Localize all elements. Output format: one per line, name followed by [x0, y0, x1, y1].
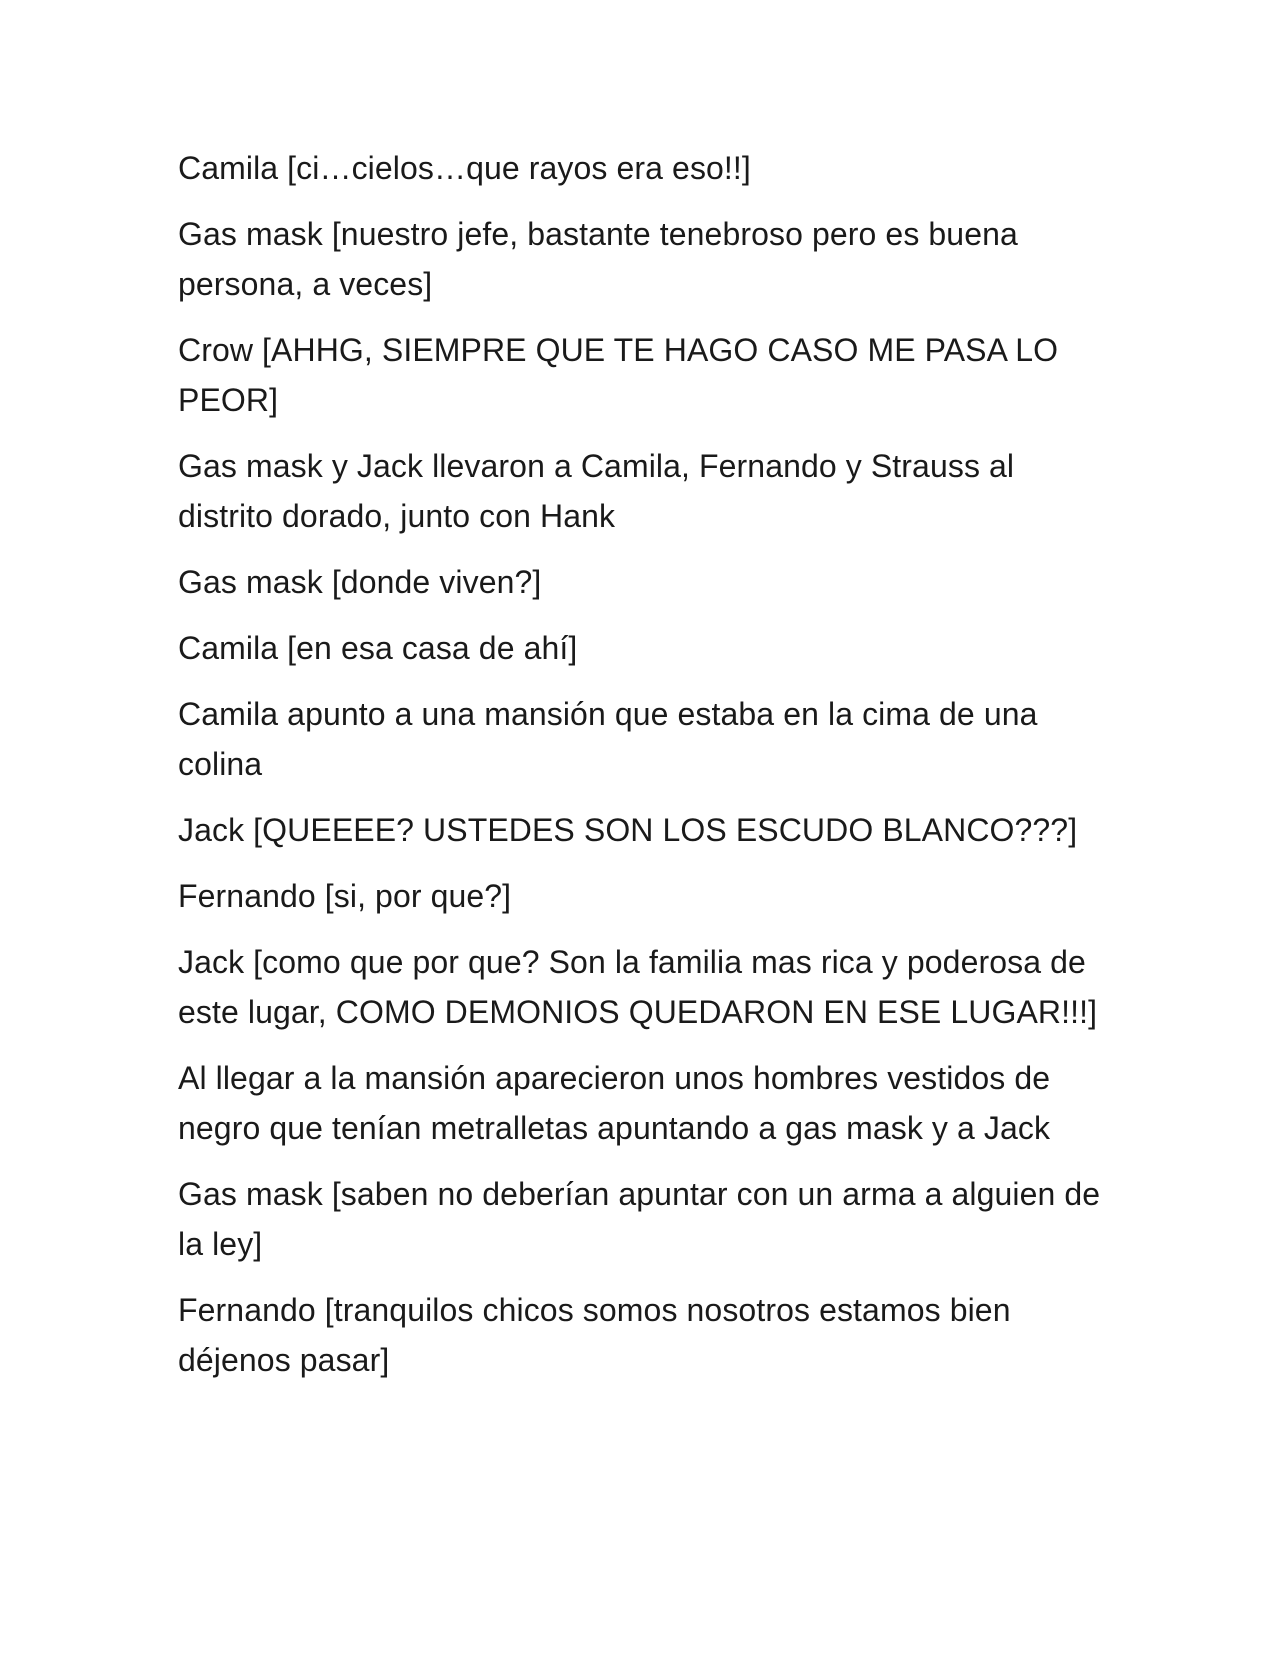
paragraph: Gas mask [nuestro jefe, bastante tenebroso pero es buena persona, a veces] [178, 216, 1018, 302]
paragraph: Gas mask [donde viven?] [178, 564, 542, 600]
paragraph: Fernando [si, por que?] [178, 878, 512, 914]
paragraph: Camila apunto a una mansión que estaba en la cima de una colina [178, 696, 1038, 782]
paragraph: Camila [en esa casa de ahí] [178, 630, 578, 666]
paragraph: Fernando [tranquilos chicos somos nosotros estamos bien déjenos pasar] [178, 1292, 1011, 1378]
paragraph: Camila [ci…cielos…que rayos era eso!!] [178, 150, 751, 186]
paragraph: Jack [como que por que? Son la familia mas rica y poderosa de este lugar, COMO DEMONIOS QUEDARON EN ESE LUGAR!!!] [178, 944, 1098, 1030]
document-body [178, 143, 1103, 1401]
paragraph: Al llegar a la mansión aparecieron unos hombres vestidos de negro que tenían metralletas apuntando a gas mask y a Jack [178, 1060, 1051, 1146]
paragraph: Gas mask [saben no deberían apuntar con un arma a alguien de la ley] [178, 1176, 1101, 1262]
paragraph: Crow [AHHG, SIEMPRE QUE TE HAGO CASO ME PASA LO PEOR] [178, 332, 1059, 418]
paragraph: Jack [QUEEEE? USTEDES SON LOS ESCUDO BLANCO???] [178, 812, 1078, 848]
paragraph: Gas mask y Jack llevaron a Camila, Fernando y Strauss al distrito dorado, junto con Hank [178, 448, 1015, 534]
